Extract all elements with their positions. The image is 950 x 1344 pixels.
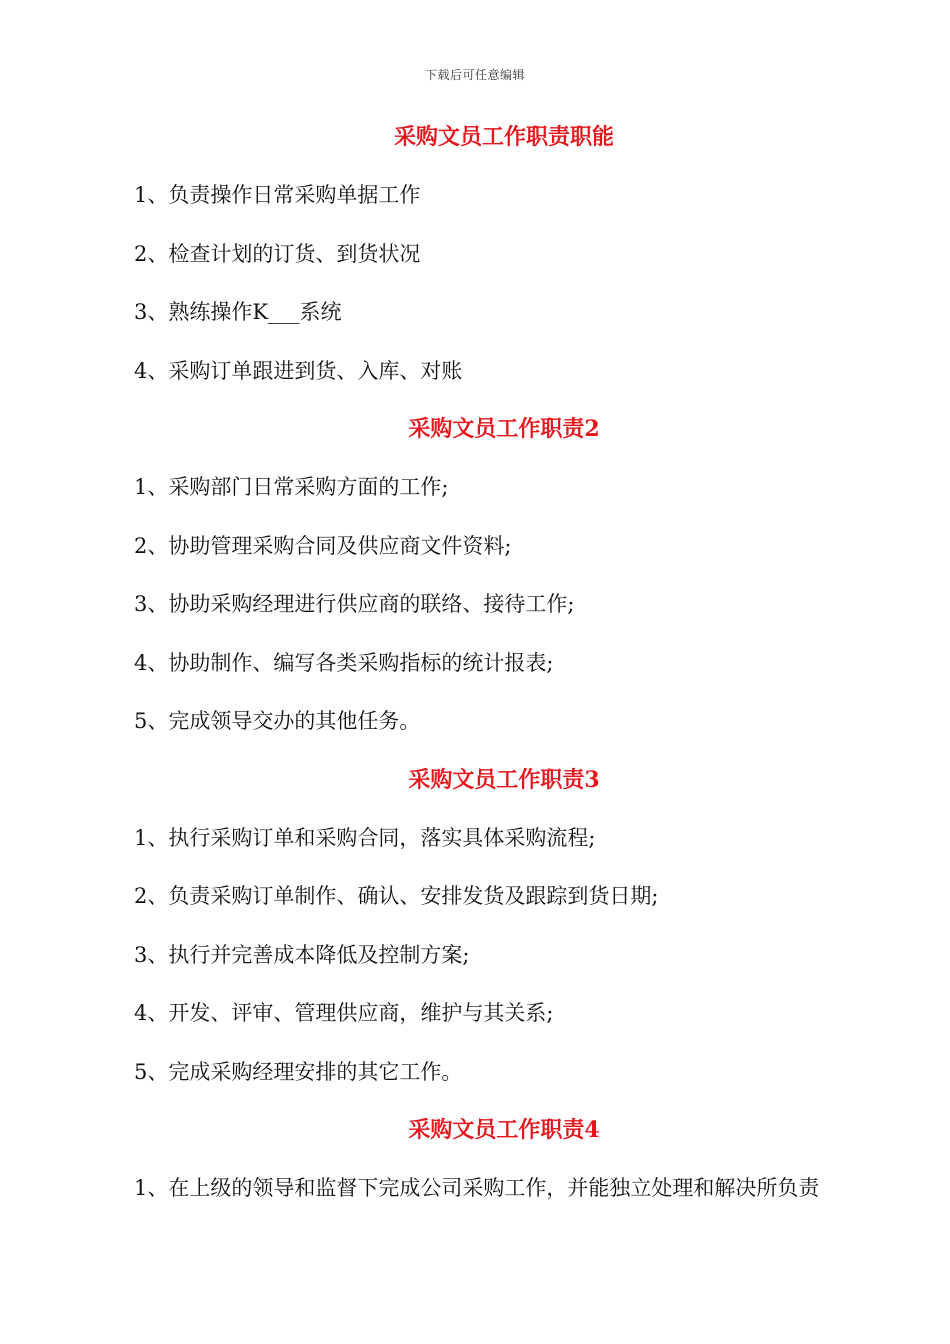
document-body <box>134 118 874 1228</box>
section-1 <box>134 118 874 410</box>
list-item: 3、熟练操作K___系统 <box>134 300 342 324</box>
list-item: 1、采购部门日常采购方面的工作; <box>134 475 449 499</box>
list-item: 3、执行并完善成本降低及控制方案; <box>134 942 470 967</box>
list-item: 1、执行采购订单和采购合同，落实具体采购流程; <box>134 825 596 850</box>
list-item: 5、完成领导交办的其他任务。 <box>134 709 421 733</box>
page-header: 下载后可任意编辑 <box>424 68 525 82</box>
list-item: 3、协助采购经理进行供应商的联络、接待工作; <box>134 592 575 616</box>
section-2 <box>134 410 874 761</box>
list-item: 4、协助制作、编写各类采购指标的统计报表; <box>134 650 554 675</box>
list-item: 2、检查计划的订货、到货状况 <box>134 241 421 266</box>
section-title: 采购文员工作职责3 <box>408 766 600 793</box>
section-title: 采购文员工作职责4 <box>408 1117 600 1143</box>
list-item: 1、负责操作日常采购单据工作 <box>134 183 421 207</box>
list-item: 5、完成采购经理安排的其它工作。 <box>134 1059 463 1084</box>
section-title: 采购文员工作职责2 <box>408 416 600 442</box>
list-item: 4、开发、评审、管理供应商，维护与其关系; <box>134 1001 554 1025</box>
section-title: 采购文员工作职责职能 <box>393 124 614 150</box>
list-item: 1、在上级的领导和监督下完成公司采购工作，并能独立处理和解决所负责 <box>134 1176 820 1200</box>
list-item: 2、负责采购订单制作、确认、安排发货及跟踪到货日期; <box>134 884 659 908</box>
list-item: 2、协助管理采购合同及供应商文件资料; <box>134 533 512 558</box>
section-4 <box>134 1111 874 1228</box>
section-3 <box>134 761 874 1112</box>
list-item: 4、采购订单跟进到货、入库、对账 <box>134 358 463 383</box>
